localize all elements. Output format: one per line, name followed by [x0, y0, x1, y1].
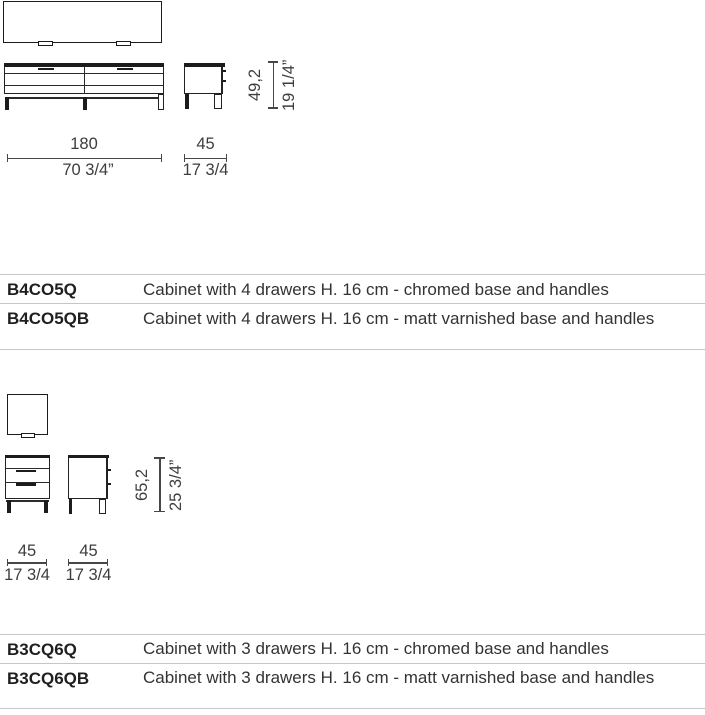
dimension-line — [159, 458, 160, 512]
cabinet-leg — [99, 499, 107, 514]
small-cabinet-top-view — [7, 394, 48, 435]
dimension-tick — [161, 154, 162, 162]
table-divider — [0, 708, 705, 709]
drawer-handle-icon — [223, 80, 226, 82]
dimension-tick — [68, 559, 69, 567]
cabinet-body — [184, 63, 223, 94]
drawer-handle-icon — [16, 483, 36, 486]
small-cabinet-front-view — [5, 455, 51, 514]
handle-notch-icon — [21, 433, 35, 438]
table-divider — [0, 349, 705, 350]
cabinet-leg — [185, 94, 189, 109]
cabinet-top-edge — [184, 63, 225, 67]
large-cabinet-side-view — [184, 63, 226, 110]
table-divider — [0, 303, 705, 304]
product-code: B4CO5Q — [7, 280, 77, 299]
depth-dim-cm: 45 — [79, 542, 98, 560]
cabinet-leg — [69, 499, 73, 514]
table-divider — [0, 634, 705, 635]
drawer-handle-icon — [117, 68, 133, 70]
product-description: Cabinet with 3 drawers H. 16 cm - matt varnished base and handles — [143, 668, 655, 687]
product-description: Cabinet with 4 drawers H. 16 cm - matt varnished base and handles — [143, 308, 655, 328]
cabinet-body — [5, 455, 50, 499]
table-divider — [0, 274, 705, 275]
depth-dim-cm: 45 — [196, 135, 215, 153]
height-dim-inch: 19 1/4” — [279, 59, 298, 111]
drawer-handle-icon — [223, 70, 226, 72]
cabinet-top-edge — [68, 455, 109, 458]
dimension-tick — [107, 559, 108, 567]
cabinet-leg — [7, 500, 11, 513]
height-dim-inch: 25 3/4” — [166, 459, 185, 511]
dimension-line — [185, 158, 227, 159]
width-dim-inch: 17 3/4 — [4, 566, 50, 584]
dimension-tick — [46, 559, 47, 567]
depth-dim-inch: 17 3/4 — [182, 161, 229, 179]
cabinet-leg — [44, 500, 49, 513]
large-cabinet-front-view — [4, 63, 165, 110]
cabinet-top-edge — [5, 455, 50, 458]
handle-notch-icon — [116, 41, 131, 46]
cabinet-leg — [83, 97, 87, 110]
width-dim-cm: 180 — [70, 135, 98, 153]
large-cabinet-top-view — [3, 1, 162, 43]
drawer-divider — [84, 67, 85, 94]
drawer-handle-icon — [108, 469, 111, 471]
dimension-line — [273, 62, 274, 109]
product-code: B3CQ6Q — [7, 639, 77, 659]
width-dim-inch: 70 3/4” — [62, 161, 114, 179]
handle-notch-icon — [38, 41, 53, 46]
drawer-handle-icon — [38, 68, 54, 70]
product-code: B3CQ6QB — [7, 668, 90, 688]
width-dim-cm: 45 — [17, 542, 37, 560]
dimension-line — [7, 562, 47, 563]
cabinet-leg — [158, 94, 164, 110]
product-description: Cabinet with 3 drawers H. 16 cm - chromed base and handles — [143, 639, 609, 658]
drawer-handle-icon — [16, 470, 36, 473]
dimension-tick — [7, 559, 8, 567]
table-divider — [0, 663, 705, 664]
drawer-handle-icon — [108, 483, 111, 485]
cabinet-leg — [5, 97, 9, 110]
small-cabinet-side-view — [68, 455, 110, 514]
height-dim-cm: 49,2 — [245, 68, 264, 102]
cabinet-body — [68, 455, 108, 499]
cabinet-leg — [214, 94, 222, 109]
height-dim-cm: 65,2 — [132, 468, 151, 502]
depth-dim-inch: 17 3/4 — [65, 566, 112, 584]
product-description: Cabinet with 4 drawers H. 16 cm - chromed base and handles — [143, 279, 609, 299]
product-code: B4CO5QB — [7, 309, 90, 328]
dimension-line — [68, 562, 108, 563]
dimension-line — [7, 158, 162, 159]
dimension-tick — [7, 154, 8, 162]
